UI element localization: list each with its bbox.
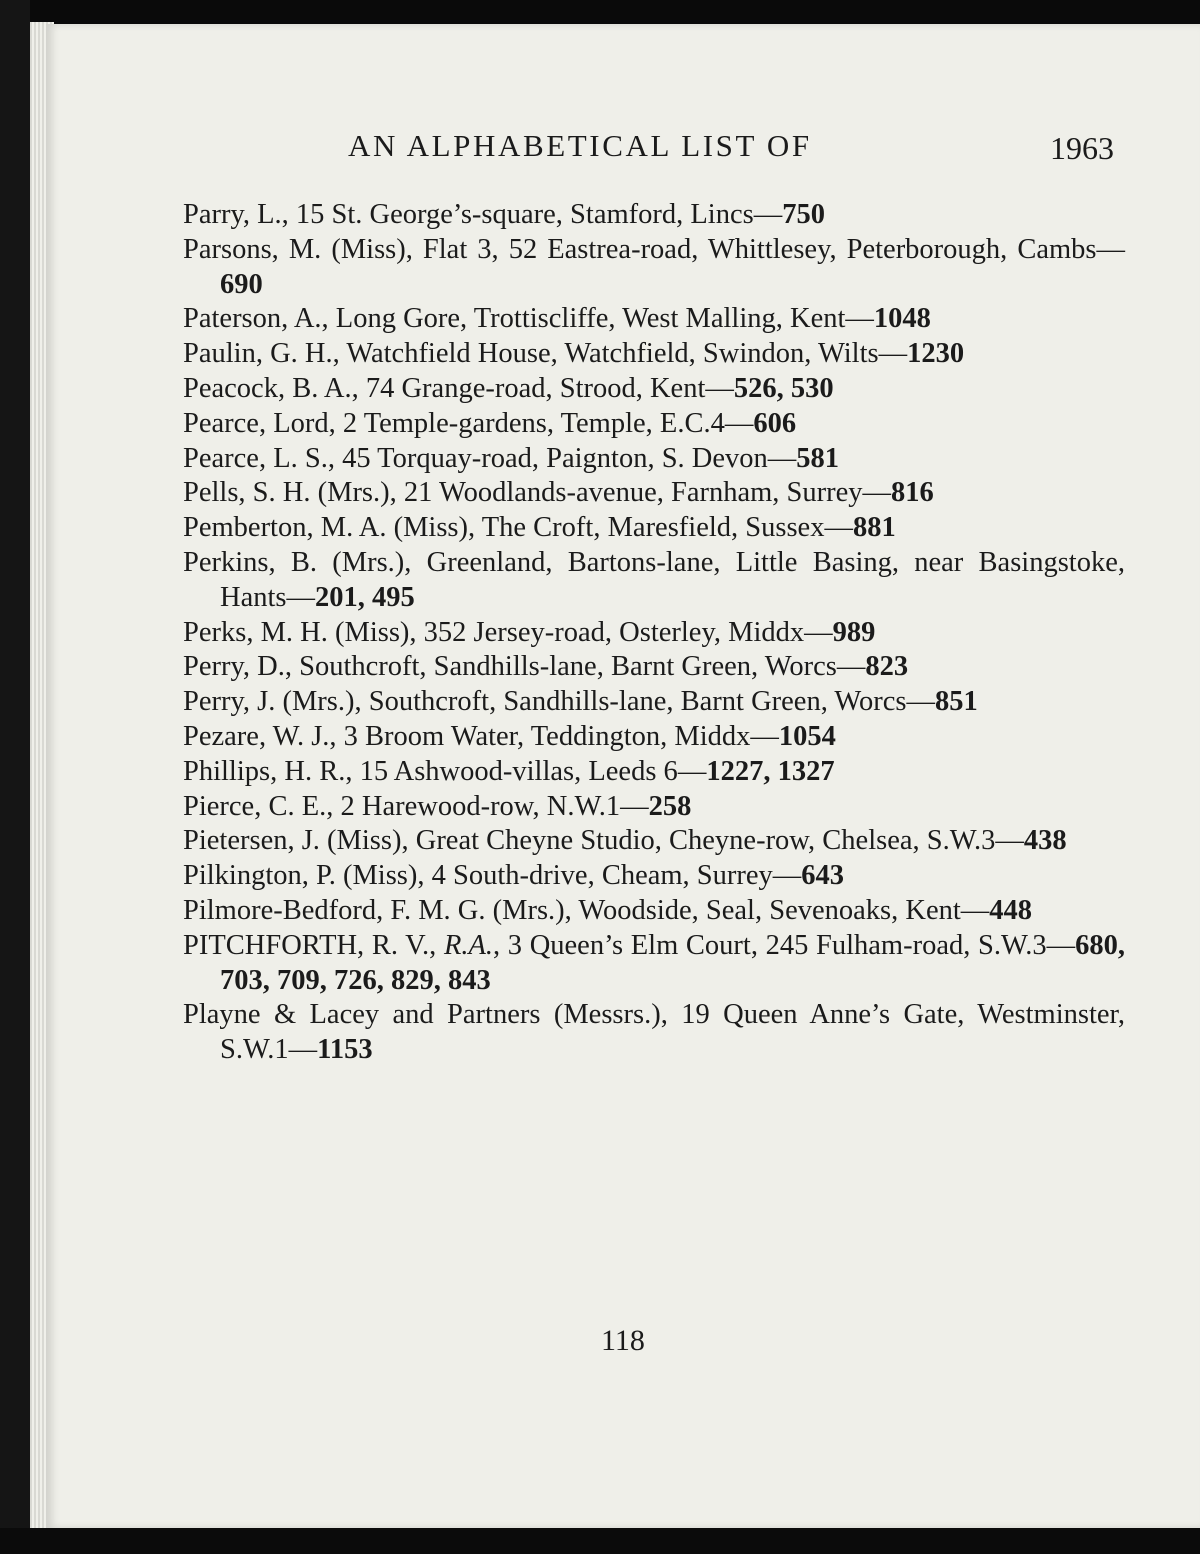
entry-text: Parry, L., 15 St. George’s-square, Stamford, Lincs bbox=[183, 199, 754, 230]
list-entry: Parry, L., 15 St. George’s-square, Stamford, Lincs—750 bbox=[183, 199, 825, 230]
list-entry: Pilkington, P. (Miss), 4 South-drive, Cheam, Surrey—643 bbox=[183, 860, 845, 892]
list-entry: Phillips, H. R., 15 Ashwood-villas, Leeds 6—1227, 1327 bbox=[183, 755, 835, 787]
list-entry: Pezare, W. J., 3 Broom Water, Teddington, Middx—1054 bbox=[183, 720, 836, 752]
scan-background-left bbox=[0, 0, 30, 1554]
list-entry: Pierce, C. E., 2 Harewood-row, N.W.1—258 bbox=[183, 790, 692, 822]
list-entry: Peacock, B. A., 74 Grange-road, Strood, Kent—526, 530 bbox=[183, 372, 834, 404]
catalogue-numbers: 581 bbox=[796, 442, 840, 474]
catalogue-numbers: 258 bbox=[648, 790, 692, 822]
catalogue-numbers: 526, 530 bbox=[733, 372, 834, 404]
scan-background-top bbox=[0, 0, 1200, 24]
entry-text: Phillips, H. R., 15 Ashwood-villas, Leeds 6 bbox=[183, 755, 678, 787]
catalogue-numbers: 989 bbox=[832, 616, 876, 648]
catalogue-numbers: 1153 bbox=[317, 1034, 373, 1066]
scan-background-bottom bbox=[0, 1528, 1200, 1554]
entry-honorific: R.A. bbox=[443, 929, 494, 961]
catalogue-numbers: 448 bbox=[989, 894, 1033, 926]
catalogue-numbers: 851 bbox=[935, 686, 978, 718]
catalogue-numbers: 816 bbox=[891, 477, 934, 509]
catalogue-numbers: 1230 bbox=[907, 338, 965, 370]
catalogue-numbers: 643 bbox=[801, 860, 845, 892]
catalogue-numbers: 1227, 1327 bbox=[706, 755, 835, 787]
entry-text: Pearce, Lord, 2 Temple-gardens, Temple, E.C.4 bbox=[183, 407, 725, 439]
list-entry: Perry, D., Southcroft, Sandhills-lane, Barnt Green, Worcs—823 bbox=[183, 651, 909, 683]
entry-text: Pierce, C. E., 2 Harewood-row, N.W.1 bbox=[183, 790, 621, 822]
list-entry: Paterson, A., Long Gore, Trottiscliffe, West Malling, Kent—1048 bbox=[183, 303, 931, 335]
entry-text: Parsons, M. (Miss), Flat 3, 52 Eastrea-road, Whittlesey, Peterborough, Cambs bbox=[183, 233, 1097, 265]
running-title: AN ALPHABETICAL LIST OF bbox=[348, 128, 812, 163]
list-entry: Pemberton, M. A. (Miss), The Croft, Maresfield, Sussex—881 bbox=[183, 512, 896, 544]
catalogue-numbers: 606 bbox=[753, 407, 797, 439]
entry-text: PITCHFORTH, R. V., bbox=[183, 929, 444, 961]
catalogue-numbers: 1048 bbox=[873, 303, 931, 335]
list-entry: Pearce, L. S., 45 Torquay-road, Paignton, S. Devon—581 bbox=[183, 442, 840, 474]
entry-list bbox=[183, 198, 1125, 1068]
catalogue-numbers: 438 bbox=[1023, 825, 1067, 857]
list-entry: Pells, S. H. (Mrs.), 21 Woodlands-avenue, Farnham, Surrey—816 bbox=[183, 477, 934, 509]
entry-text: Pilkington, P. (Miss), 4 South-drive, Cheam, Surrey bbox=[183, 860, 773, 892]
entry-text: Paterson, A., Long Gore, Trottiscliffe, West Malling, Kent bbox=[183, 303, 846, 335]
list-entry: Perkins, B. (Mrs.), Greenland, Bartons-lane, Little Basing, near Basingstoke, Hants—201, 495 bbox=[183, 546, 1125, 613]
entry-text: Paulin, G. H., Watchfield House, Watchfield, Swindon, Wilts bbox=[183, 338, 879, 370]
entry-text: Pemberton, M. A. (Miss), The Croft, Maresfield, Sussex bbox=[183, 512, 825, 544]
list-entry: Perry, J. (Mrs.), Southcroft, Sandhills-lane, Barnt Green, Worcs—851 bbox=[183, 686, 978, 718]
list-entry: Playne & Lacey and Partners (Messrs.), 19 Queen Anne’s Gate, Westminster, S.W.1—1153 bbox=[183, 999, 1125, 1066]
entry-text: Pilmore-Bedford, F. M. G. (Mrs.), Woodside, Seal, Sevenoaks, Kent bbox=[183, 894, 961, 926]
list-entry: Pietersen, J. (Miss), Great Cheyne Studio, Cheyne-row, Chelsea, S.W.3—438 bbox=[183, 825, 1067, 857]
entry-text: , 3 Queen’s Elm Court, 245 Fulham-road, S.W.3 bbox=[493, 929, 1047, 961]
catalogue-numbers: 1054 bbox=[778, 720, 836, 752]
entry-text: Playne & Lacey and Partners (Messrs.), 19 Queen Anne’s Gate, Westminster, S.W.1 bbox=[183, 999, 1125, 1066]
catalogue-numbers: 201, 495 bbox=[315, 581, 415, 613]
list-entry: Perks, M. H. (Miss), 352 Jersey-road, Osterley, Middx—989 bbox=[183, 616, 876, 648]
catalogue-numbers: 680, 703, 709, 726, 829, 843 bbox=[220, 929, 1126, 996]
list-entry: Paulin, G. H., Watchfield House, Watchfield, Swindon, Wilts—1230 bbox=[183, 338, 965, 370]
catalogue-numbers: 750 bbox=[782, 199, 825, 230]
entry-text: Perry, D., Southcroft, Sandhills-lane, Barnt Green, Worcs bbox=[183, 651, 837, 683]
entry-text: Perks, M. H. (Miss), 352 Jersey-road, Osterley, Middx bbox=[183, 616, 805, 648]
list-entry: Pearce, Lord, 2 Temple-gardens, Temple, E.C.4—606 bbox=[183, 407, 797, 439]
entry-text: Pells, S. H. (Mrs.), 21 Woodlands-avenue, Farnham, Surrey bbox=[183, 477, 863, 509]
page-year: 1963 bbox=[1050, 130, 1114, 166]
entry-text: Perkins, B. (Mrs.), Greenland, Bartons-lane, Little Basing, near Basingstoke, Hants bbox=[183, 546, 1125, 613]
entry-text: Peacock, B. A., 74 Grange-road, Strood, Kent bbox=[183, 372, 706, 404]
page-number: 118 bbox=[601, 1324, 645, 1357]
catalogue-numbers: 823 bbox=[865, 651, 909, 683]
entry-text: Pezare, W. J., 3 Broom Water, Teddington, Middx bbox=[183, 720, 751, 752]
list-entry: Pilmore-Bedford, F. M. G. (Mrs.), Woodside, Seal, Sevenoaks, Kent—448 bbox=[183, 894, 1033, 926]
entry-text: Perry, J. (Mrs.), Southcroft, Sandhills-lane, Barnt Green, Worcs bbox=[183, 686, 907, 718]
catalogue-numbers: 881 bbox=[852, 512, 896, 544]
entry-text: Pietersen, J. (Miss), Great Cheyne Studio, Cheyne-row, Chelsea, S.W.3 bbox=[183, 825, 996, 857]
running-head bbox=[46, 128, 1200, 172]
list-entry: PITCHFORTH, R. V., R.A., 3 Queen’s Elm Court, 245 Fulham-road, S.W.3—680, 703, 709, 726, 829, 843 bbox=[183, 929, 1126, 996]
catalogue-numbers: 690 bbox=[220, 268, 263, 300]
book-page bbox=[46, 24, 1200, 1528]
list-entry: Parsons, M. (Miss), Flat 3, 52 Eastrea-road, Whittlesey, Peterborough, Cambs—690 bbox=[183, 233, 1125, 300]
entry-text: Pearce, L. S., 45 Torquay-road, Paignton, S. Devon bbox=[183, 442, 768, 474]
